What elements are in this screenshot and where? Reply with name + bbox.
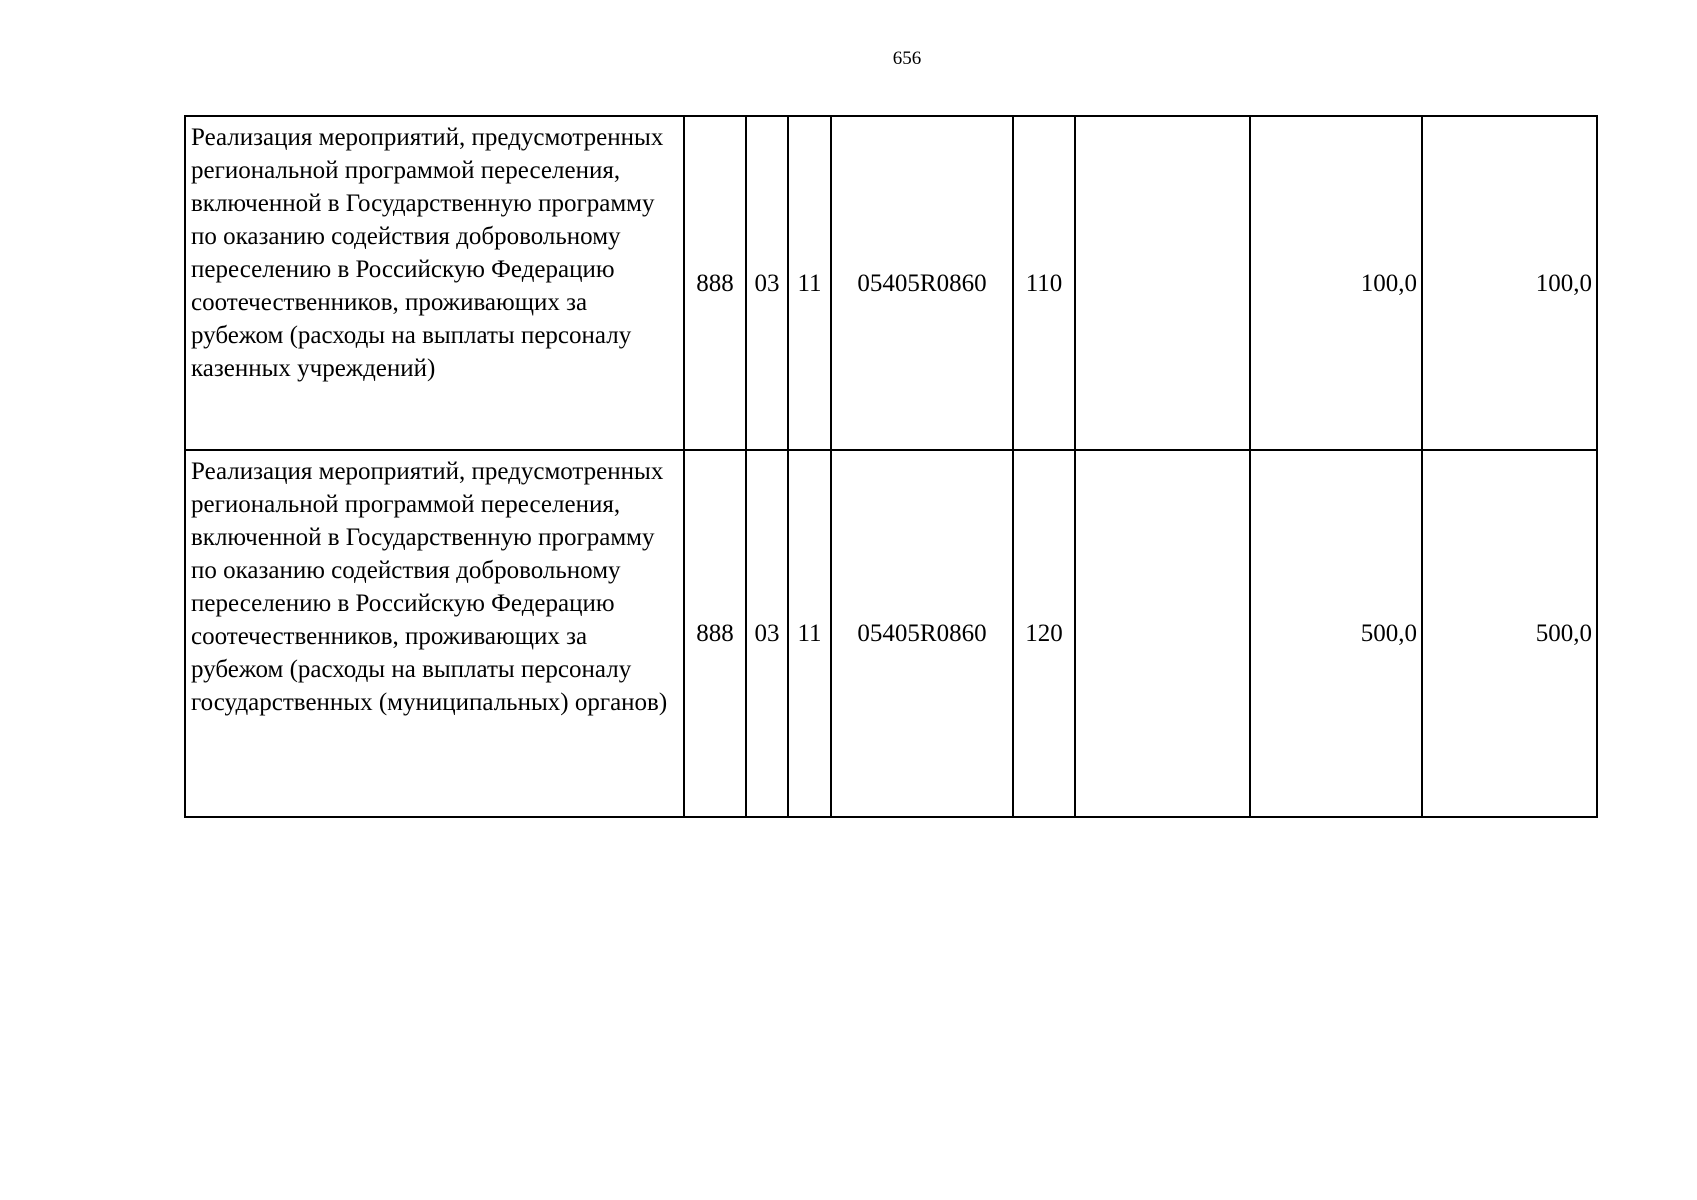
section-code: 03 [746, 450, 788, 817]
amount-cell: 100,0 [1250, 116, 1422, 450]
amount-cell: 100,0 [1422, 116, 1597, 450]
amount-empty-cell [1075, 450, 1250, 817]
expense-type-code: 110 [1013, 116, 1075, 450]
table-row [185, 116, 1597, 450]
amount-cell: 500,0 [1422, 450, 1597, 817]
target-article-code: 05405R0860 [831, 116, 1013, 450]
subsection-code: 11 [788, 450, 831, 817]
table-row [185, 450, 1597, 817]
row-description: Реализация мероприятий, предусмотренных региональной программой переселения, включенной в Государственную программу по оказанию содействия добровольному переселению в Российскую Федерацию соотечественников, проживающих за рубежом (расходы на выплаты персоналу государственных (муниципальных) органов) [185, 450, 684, 817]
target-article-code: 05405R0860 [831, 450, 1013, 817]
ministry-code: 888 [684, 116, 746, 450]
subsection-code: 11 [788, 116, 831, 450]
page-number: 656 [892, 48, 922, 69]
budget-table [184, 115, 1598, 818]
amount-cell: 500,0 [1250, 450, 1422, 817]
expense-type-code: 120 [1013, 450, 1075, 817]
amount-empty-cell [1075, 116, 1250, 450]
ministry-code: 888 [684, 450, 746, 817]
row-description: Реализация мероприятий, предусмотренных региональной программой переселения, включенной в Государственную программу по оказанию содействия добровольному переселению в Российскую Федерацию соотечественников, проживающих за рубежом (расходы на выплаты персоналу казенных учреждений) [185, 116, 684, 450]
section-code: 03 [746, 116, 788, 450]
